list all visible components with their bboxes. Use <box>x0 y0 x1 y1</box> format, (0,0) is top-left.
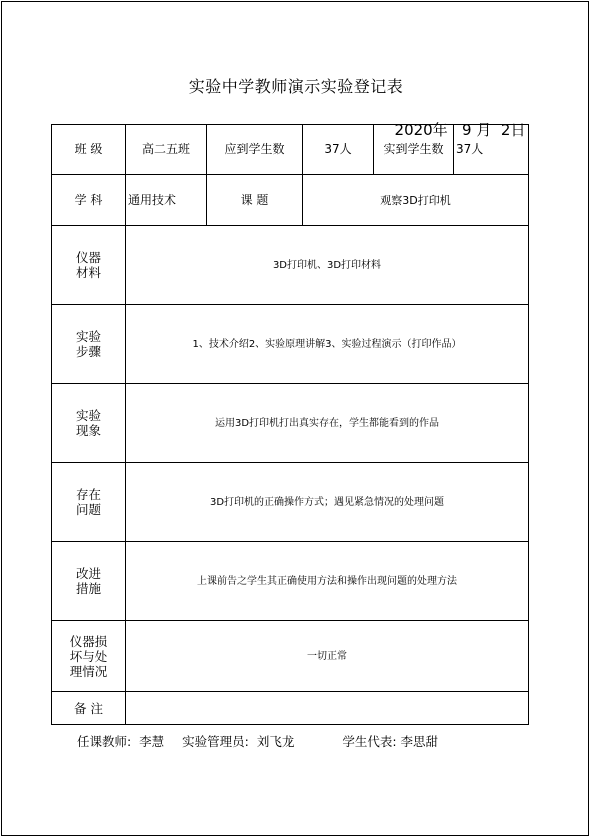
row-damage <box>52 621 529 692</box>
row-steps <box>52 305 529 384</box>
topic-label: 课 题 <box>207 175 303 226</box>
problems-label: 存在 问题 <box>52 463 126 542</box>
row-problems <box>52 463 529 542</box>
note-content <box>126 692 529 725</box>
teacher-signature: 任课教师: 李慧 <box>77 734 165 749</box>
steps-content: 1、技术介绍2、实验原理讲解3、实验过程演示（打印作品） <box>126 305 529 384</box>
expected-students-value: 37人 <box>303 125 374 175</box>
equipment-label: 仪器 材料 <box>52 226 126 305</box>
signature-footer <box>77 732 438 750</box>
expected-students-label: 应到学生数 <box>207 125 303 175</box>
subject-value: 通用技术 <box>126 175 207 226</box>
subject-label: 学 科 <box>52 175 126 226</box>
form-title: 实验中学教师演示实验登记表 <box>188 77 404 96</box>
lab-manager-signature: 实验管理员: 刘飞龙 <box>182 734 295 749</box>
phenomenon-label: 实验 现象 <box>52 384 126 463</box>
problems-content: 3D打印机的正确操作方式；遇见紧急情况的处理问题 <box>126 463 529 542</box>
subject-row <box>52 175 529 226</box>
date-day: 2日 <box>500 121 526 139</box>
note-label: 备 注 <box>52 692 126 725</box>
damage-label: 仪器损 坏与处 理情况 <box>52 621 126 692</box>
student-rep-signature: 学生代表: 李思甜 <box>342 734 439 749</box>
class-label: 班 级 <box>52 125 126 175</box>
date-year: 2020年 <box>394 121 448 139</box>
row-note <box>52 692 529 725</box>
actual-students-label: 实到学生数 <box>374 125 454 175</box>
row-improvements <box>52 542 529 621</box>
equipment-content: 3D打印机、3D打印材料 <box>126 226 529 305</box>
improvements-label: 改进 措施 <box>52 542 126 621</box>
topic-value: 观察3D打印机 <box>303 175 529 226</box>
improvements-content: 上课前告之学生其正确使用方法和操作出现问题的处理方法 <box>126 542 529 621</box>
phenomenon-content: 运用3D打印机打出真实存在，学生都能看到的作品 <box>126 384 529 463</box>
steps-label: 实验 步骤 <box>52 305 126 384</box>
damage-content: 一切正常 <box>126 621 529 692</box>
date-month: 9 月 <box>462 121 492 139</box>
row-phenomenon <box>52 384 529 463</box>
class-value: 高二五班 <box>126 125 207 175</box>
actual-students-value: 37人 <box>454 125 529 175</box>
header-row <box>52 125 529 175</box>
row-equipment <box>52 226 529 305</box>
register-table <box>51 124 529 725</box>
